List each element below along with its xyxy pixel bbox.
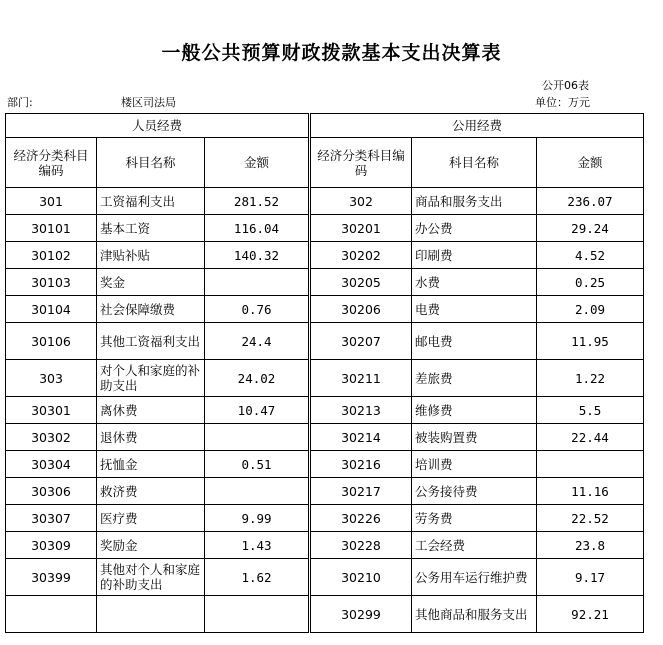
left-code-cell: 30399 — [6, 559, 97, 596]
left-code-cell: 30106 — [6, 323, 97, 360]
left-amount-cell — [205, 478, 310, 505]
right-name-cell: 办公费 — [412, 215, 537, 242]
left-amount-cell: 281.52 — [205, 188, 310, 215]
right-name-cell: 公务接待费 — [412, 478, 537, 505]
right-name-cell: 电费 — [412, 296, 537, 323]
right-name-cell: 差旅费 — [412, 360, 537, 397]
left-name-cell: 社会保障缴费 — [97, 296, 205, 323]
left-name-cell: 其他对个人和家庭的补助支出 — [97, 559, 205, 596]
col-header-name: 科目名称 — [97, 138, 205, 188]
left-code-cell: 30306 — [6, 478, 97, 505]
right-amount-cell: 1.22 — [537, 360, 644, 397]
col-header-amount: 金额 — [205, 138, 310, 188]
left-amount-cell: 1.43 — [205, 532, 310, 559]
left-amount-cell: 10.47 — [205, 397, 310, 424]
right-amount-cell: 9.17 — [537, 559, 644, 596]
left-amount-cell: 0.51 — [205, 451, 310, 478]
right-amount-cell: 236.07 — [537, 188, 644, 215]
col-header-name: 科目名称 — [412, 138, 537, 188]
left-amount-cell: 1.62 — [205, 559, 310, 596]
right-code-cell: 30299 — [310, 596, 412, 633]
right-name-cell: 水费 — [412, 269, 537, 296]
left-amount-cell: 0.76 — [205, 296, 310, 323]
department-label: 部门: — [7, 96, 33, 109]
group-public: 公用经费 — [310, 114, 644, 138]
page-title: 一般公共预算财政拨款基本支出决算表 — [161, 42, 502, 64]
right-name-cell: 劳务费 — [412, 505, 537, 532]
right-amount-cell: 23.8 — [537, 532, 644, 559]
right-code-cell: 30226 — [310, 505, 412, 532]
column-header-row — [6, 138, 644, 188]
right-amount-cell: 11.16 — [537, 478, 644, 505]
table-row — [6, 424, 644, 451]
left-code-cell: 30101 — [6, 215, 97, 242]
table-row — [6, 532, 644, 559]
group-personnel: 人员经费 — [6, 114, 310, 138]
left-amount-cell — [205, 269, 310, 296]
left-amount-cell: 24.02 — [205, 360, 310, 397]
left-code-cell — [6, 596, 97, 633]
left-code-cell: 30309 — [6, 532, 97, 559]
left-code-cell: 30104 — [6, 296, 97, 323]
right-code-cell: 30210 — [310, 559, 412, 596]
right-name-cell: 工会经费 — [412, 532, 537, 559]
left-amount-cell — [205, 596, 310, 633]
left-name-cell: 抚恤金 — [97, 451, 205, 478]
col-header-amount: 金额 — [537, 138, 644, 188]
right-code-cell: 30206 — [310, 296, 412, 323]
right-amount-cell: 92.21 — [537, 596, 644, 633]
right-name-cell: 邮电费 — [412, 323, 537, 360]
right-code-cell: 30217 — [310, 478, 412, 505]
table-row — [6, 323, 644, 360]
table-row — [6, 451, 644, 478]
left-name-cell: 救济费 — [97, 478, 205, 505]
table-row — [6, 242, 644, 269]
left-amount-cell: 116.04 — [205, 215, 310, 242]
left-code-cell: 30301 — [6, 397, 97, 424]
left-name-cell: 工资福利支出 — [97, 188, 205, 215]
right-code-cell: 30228 — [310, 532, 412, 559]
table-row — [6, 269, 644, 296]
form-code: 公开06表 — [542, 79, 589, 92]
right-amount-cell: 22.52 — [537, 505, 644, 532]
right-amount-cell — [537, 451, 644, 478]
right-amount-cell: 5.5 — [537, 397, 644, 424]
right-name-cell: 被装购置费 — [412, 424, 537, 451]
right-code-cell: 30205 — [310, 269, 412, 296]
left-amount-cell: 24.4 — [205, 323, 310, 360]
left-name-cell: 奖励金 — [97, 532, 205, 559]
col-header-code: 经济分类科目编码 — [310, 138, 412, 188]
left-name-cell: 其他工资福利支出 — [97, 323, 205, 360]
table-row — [6, 505, 644, 532]
col-header-code: 经济分类科目编码 — [6, 138, 97, 188]
left-name-cell: 退休费 — [97, 424, 205, 451]
left-code-cell: 30307 — [6, 505, 97, 532]
left-name-cell: 津贴补贴 — [97, 242, 205, 269]
table-row — [6, 397, 644, 424]
right-code-cell: 30201 — [310, 215, 412, 242]
table-row — [6, 559, 644, 596]
left-code-cell: 301 — [6, 188, 97, 215]
right-code-cell: 30202 — [310, 242, 412, 269]
unit-label: 单位：万元 — [535, 96, 590, 109]
table-row — [6, 596, 644, 633]
left-amount-cell: 140.32 — [205, 242, 310, 269]
left-amount-cell — [205, 424, 310, 451]
right-name-cell: 印刷费 — [412, 242, 537, 269]
table-row — [6, 360, 644, 397]
right-name-cell: 公务用车运行维护费 — [412, 559, 537, 596]
right-code-cell: 30207 — [310, 323, 412, 360]
table-row — [6, 478, 644, 505]
left-name-cell — [97, 596, 205, 633]
left-amount-cell: 9.99 — [205, 505, 310, 532]
left-name-cell: 对个人和家庭的补助支出 — [97, 360, 205, 397]
left-name-cell: 奖金 — [97, 269, 205, 296]
left-code-cell: 30103 — [6, 269, 97, 296]
right-code-cell: 30211 — [310, 360, 412, 397]
department-value: 楼区司法局 — [121, 96, 176, 109]
right-amount-cell: 22.44 — [537, 424, 644, 451]
right-code-cell: 30216 — [310, 451, 412, 478]
table-row — [6, 215, 644, 242]
right-amount-cell: 2.09 — [537, 296, 644, 323]
left-code-cell: 30304 — [6, 451, 97, 478]
left-code-cell: 303 — [6, 360, 97, 397]
right-name-cell: 维修费 — [412, 397, 537, 424]
left-name-cell: 医疗费 — [97, 505, 205, 532]
table-row — [6, 188, 644, 215]
right-amount-cell: 29.24 — [537, 215, 644, 242]
right-code-cell: 30213 — [310, 397, 412, 424]
expenditure-table — [5, 113, 644, 633]
right-name-cell: 培训费 — [412, 451, 537, 478]
right-name-cell: 商品和服务支出 — [412, 188, 537, 215]
left-code-cell: 30302 — [6, 424, 97, 451]
left-code-cell: 30102 — [6, 242, 97, 269]
left-name-cell: 基本工资 — [97, 215, 205, 242]
right-amount-cell: 11.95 — [537, 323, 644, 360]
right-amount-cell: 4.52 — [537, 242, 644, 269]
right-code-cell: 302 — [310, 188, 412, 215]
right-code-cell: 30214 — [310, 424, 412, 451]
table-row — [6, 296, 644, 323]
right-name-cell: 其他商品和服务支出 — [412, 596, 537, 633]
group-header-row — [6, 114, 644, 138]
left-name-cell: 离休费 — [97, 397, 205, 424]
right-amount-cell: 0.25 — [537, 269, 644, 296]
